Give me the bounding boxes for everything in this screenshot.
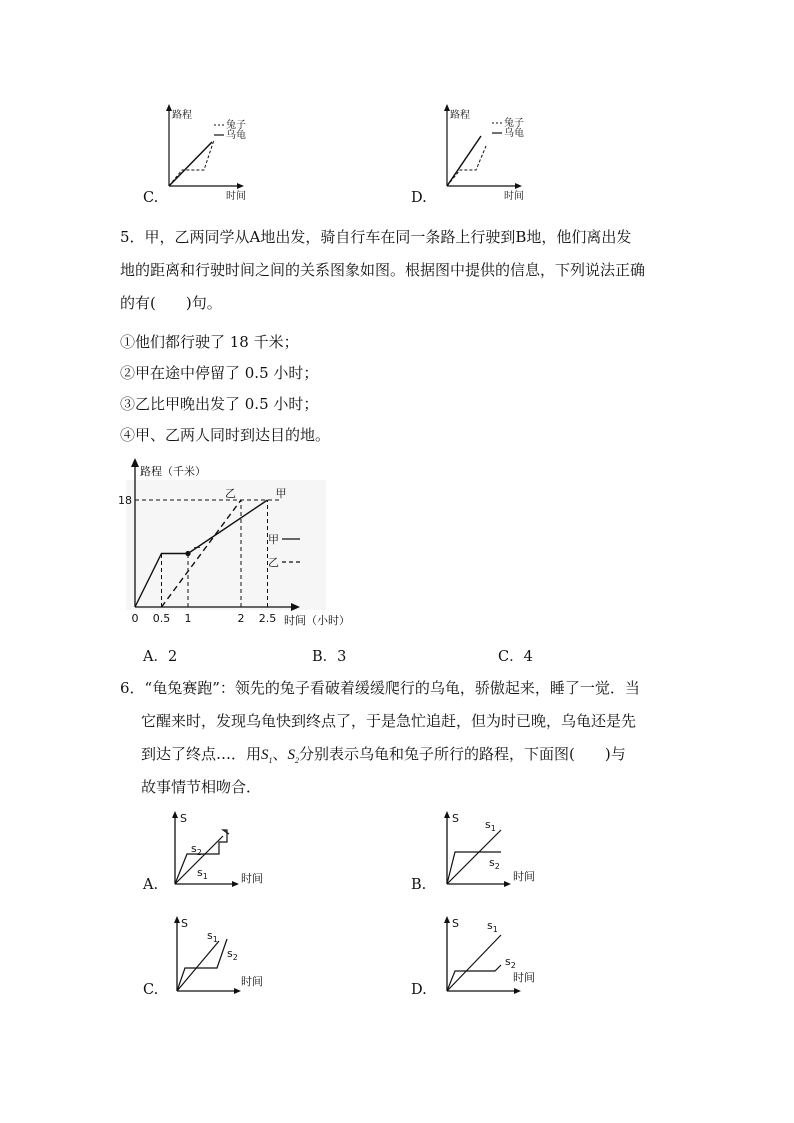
intersection-point — [185, 551, 190, 556]
rabbit-line — [447, 146, 486, 186]
q6-line3-start: 到达了终点…．用 — [141, 745, 262, 763]
q5-stem-line-3: 的有( )句。 — [120, 294, 222, 312]
s1-label: $s_1$ — [197, 866, 208, 881]
x-axis-label: 时间 — [241, 872, 263, 885]
y-axis-arrow — [172, 811, 178, 818]
q6-stem-line-2: 它醒来时，发现乌龟快到终点了，于是急忙追赶，但为时已晚，乌龟还是先 — [141, 712, 637, 730]
q6-option-a-letter: A. — [143, 877, 159, 893]
y-tick-label-18: 18 — [118, 494, 132, 507]
x-axis-arrow — [514, 988, 521, 994]
x-axis-label: 时间 — [504, 191, 524, 202]
q5-option-b: B．3 — [312, 649, 347, 665]
y-axis-label: S — [181, 917, 188, 930]
x-axis-label: 时间（小时） — [284, 614, 350, 627]
x-tick-label: 0 — [131, 612, 139, 625]
y-axis-arrow — [131, 458, 139, 467]
s2-label: $s_2$ — [489, 856, 500, 871]
series-label-jia: 甲 — [275, 487, 287, 500]
q5-stem-line-2: 地的距离和行驶时间之间的关系图象如图。根据图中提供的信息，下列说法正确 — [120, 261, 646, 279]
y-axis-label: S — [452, 812, 459, 825]
x-tick-label: 1 — [184, 612, 192, 625]
q5-statement-4: ④甲、乙两人同时到达目的地。 — [120, 426, 331, 444]
tortoise-line — [447, 136, 481, 186]
q4-option-d-letter: D. — [411, 190, 427, 206]
q4-option-c-letter: C. — [143, 190, 159, 206]
s2-label: $s_2$ — [505, 955, 516, 970]
legend-label-jia: 甲 — [268, 533, 279, 546]
y-axis-label: 路程 — [172, 110, 192, 121]
s2-subscript: 2 — [295, 756, 300, 765]
s1-subscript: 1 — [268, 756, 273, 765]
s1-label: $s_1$ — [207, 929, 218, 944]
q6-option-b-letter: B. — [411, 877, 427, 893]
tortoise-line — [169, 142, 212, 186]
series-label-yi: 乙 — [225, 487, 236, 500]
y-axis-label: S — [180, 812, 187, 825]
legend-tortoise: 乌龟 — [226, 130, 246, 141]
x-axis-label: 时间 — [513, 870, 535, 883]
q4-graph-d — [418, 98, 538, 203]
s2-symbol — [288, 747, 300, 763]
q6-graph-d — [437, 913, 557, 995]
x-axis-label: 时间 — [513, 971, 535, 984]
q5-stem-line-1: 5．甲，乙两同学从A地出发，骑自行车在同一条路上行驶到B地，他们离出发 — [120, 228, 632, 246]
legend-label-yi: 乙 — [268, 556, 279, 569]
x-axis-arrow — [504, 881, 511, 887]
x-tick-label: 2 — [237, 612, 245, 625]
s2-letter: S — [287, 747, 296, 763]
x-axis-arrow — [515, 183, 522, 189]
x-tick-label: 2.5 — [258, 612, 277, 625]
s2-rabbit-line — [447, 965, 501, 991]
legend-rabbit: 兔子 — [226, 120, 246, 131]
s1-label: $s_1$ — [487, 919, 498, 934]
q6-line3-end: 分别表示乌龟和兔子所行的路程，下面图( )与 — [299, 745, 626, 763]
q6-stem-line-3 — [141, 743, 626, 772]
y-axis-label: 路程 — [450, 110, 470, 121]
x-axis-label: 时间 — [226, 191, 246, 202]
q4-graph-c — [140, 98, 260, 203]
q6-separator: 、 — [272, 745, 288, 763]
x-axis-label: 时间 — [241, 975, 263, 988]
s1-letter: S — [261, 747, 269, 763]
q5-option-a: A．2 — [143, 649, 178, 665]
q6-graph-b — [437, 808, 557, 888]
q5-distance-time-chart — [110, 455, 370, 635]
s1-symbol — [261, 747, 273, 763]
x-tick-label: 0.5 — [152, 612, 171, 625]
y-axis-arrow — [444, 811, 450, 818]
s1-label: $s_1$ — [485, 818, 496, 833]
s2-label: $s_2$ — [191, 842, 202, 857]
q6-stem-line-1: 6．“龟兔赛跑”：领先的兔子看破着缓缓爬行的乌龟，骄傲起来，睡了一觉．当 — [120, 679, 640, 697]
q5-statement-1: ①他们都行驶了 18 千米； — [120, 333, 299, 351]
s1-tortoise-line — [177, 941, 219, 991]
y-axis-label: S — [452, 917, 459, 930]
s2-label: $s_2$ — [227, 947, 238, 962]
legend-rabbit: 兔子 — [504, 118, 524, 129]
x-axis-arrow — [232, 881, 239, 887]
s1-tortoise-line — [447, 935, 501, 991]
q5-statement-3: ③乙比甲晚出发了 0.5 小时； — [120, 395, 319, 413]
legend-tortoise: 乌龟 — [504, 128, 524, 139]
x-axis-arrow — [237, 183, 244, 189]
y-axis-label: 路程（千米） — [140, 465, 206, 478]
q6-graph-a — [165, 808, 285, 888]
s2-rabbit-line — [177, 939, 227, 991]
y-axis-arrow — [174, 916, 180, 923]
q5-statement-2: ②甲在途中停留了 0.5 小时； — [120, 364, 319, 382]
q6-option-c-letter: C. — [143, 982, 159, 998]
y-axis-arrow — [444, 916, 450, 923]
q5-option-c: C．4 — [498, 649, 533, 665]
x-axis-arrow — [234, 988, 241, 994]
q6-option-d-letter: D. — [411, 982, 427, 998]
q6-stem-line-4: 故事情节相吻合． — [141, 778, 262, 796]
q6-graph-c — [165, 913, 285, 995]
